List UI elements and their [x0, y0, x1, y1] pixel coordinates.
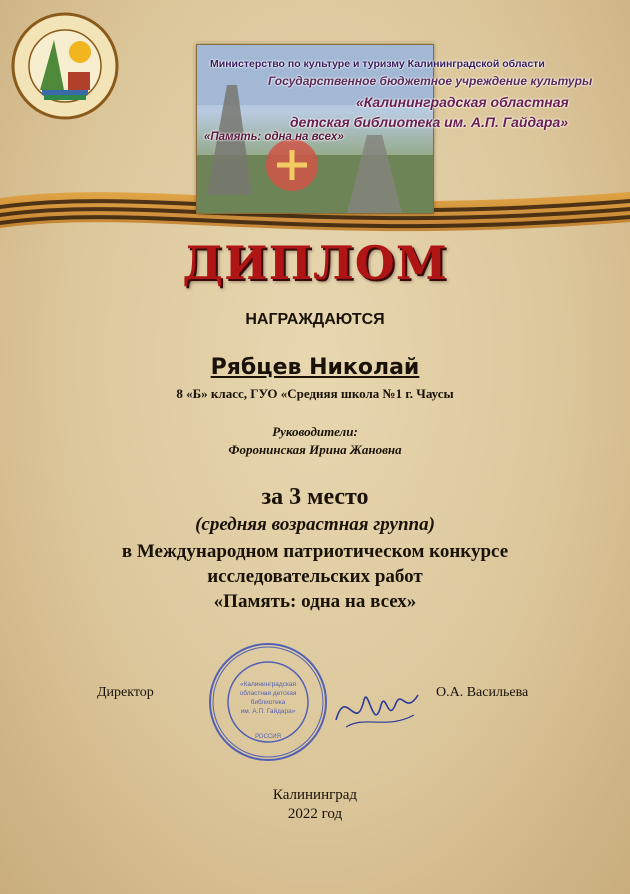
contest-line-2: исследовательских работ [207, 566, 423, 587]
city: Калининград [272, 787, 358, 803]
header-library-name-1: «Калининградская областная [356, 94, 569, 110]
age-group: (средняя возрастная группа) [195, 514, 435, 535]
award-place: за 3 место [261, 484, 369, 510]
contest-line-3: «Память: одна на всех» [213, 591, 417, 612]
contest-line-1: в Международном патриотическом конкурсе [121, 541, 509, 562]
stamp-center-line-1: «Калининградская [239, 681, 297, 688]
header-contest-name: «Память: одна на всех» [204, 131, 344, 143]
stamp-bottom-text: РОССИЯ [255, 734, 281, 740]
awarded-heading: НАГРАЖДАЮТСЯ [245, 311, 385, 328]
header-library-name-2: детская библиотека им. А.П. Гайдара» [290, 114, 569, 130]
director-signature [326, 675, 426, 745]
recipient-name: Рябцев Николай [210, 355, 420, 380]
recipient-school: 8 «Б» класс, ГУО «Средняя школа №1 г. Чаусы [176, 386, 454, 401]
stamp-center-line-3: библиотека [250, 699, 286, 706]
header-ministry: Министерство по культуре и туризму Калининградской области [210, 58, 545, 70]
supervisor-label: Руководители: [272, 424, 358, 439]
library-logo [10, 10, 120, 122]
director-label: Директор [97, 685, 154, 700]
header-institution-type: Государственное бюджетное учреждение культуры [268, 74, 593, 88]
year: 2022 год [287, 806, 343, 822]
stamp-center-line-2: областная детская [239, 690, 297, 697]
official-stamp [206, 640, 330, 764]
diploma-title: ДИПЛОМ [182, 236, 448, 290]
director-name: О.А. Васильева [436, 685, 529, 700]
stamp-center-line-4: им. А.П. Гайдара» [240, 708, 296, 715]
supervisor-name: Форонинская Ирина Жановна [228, 442, 402, 457]
